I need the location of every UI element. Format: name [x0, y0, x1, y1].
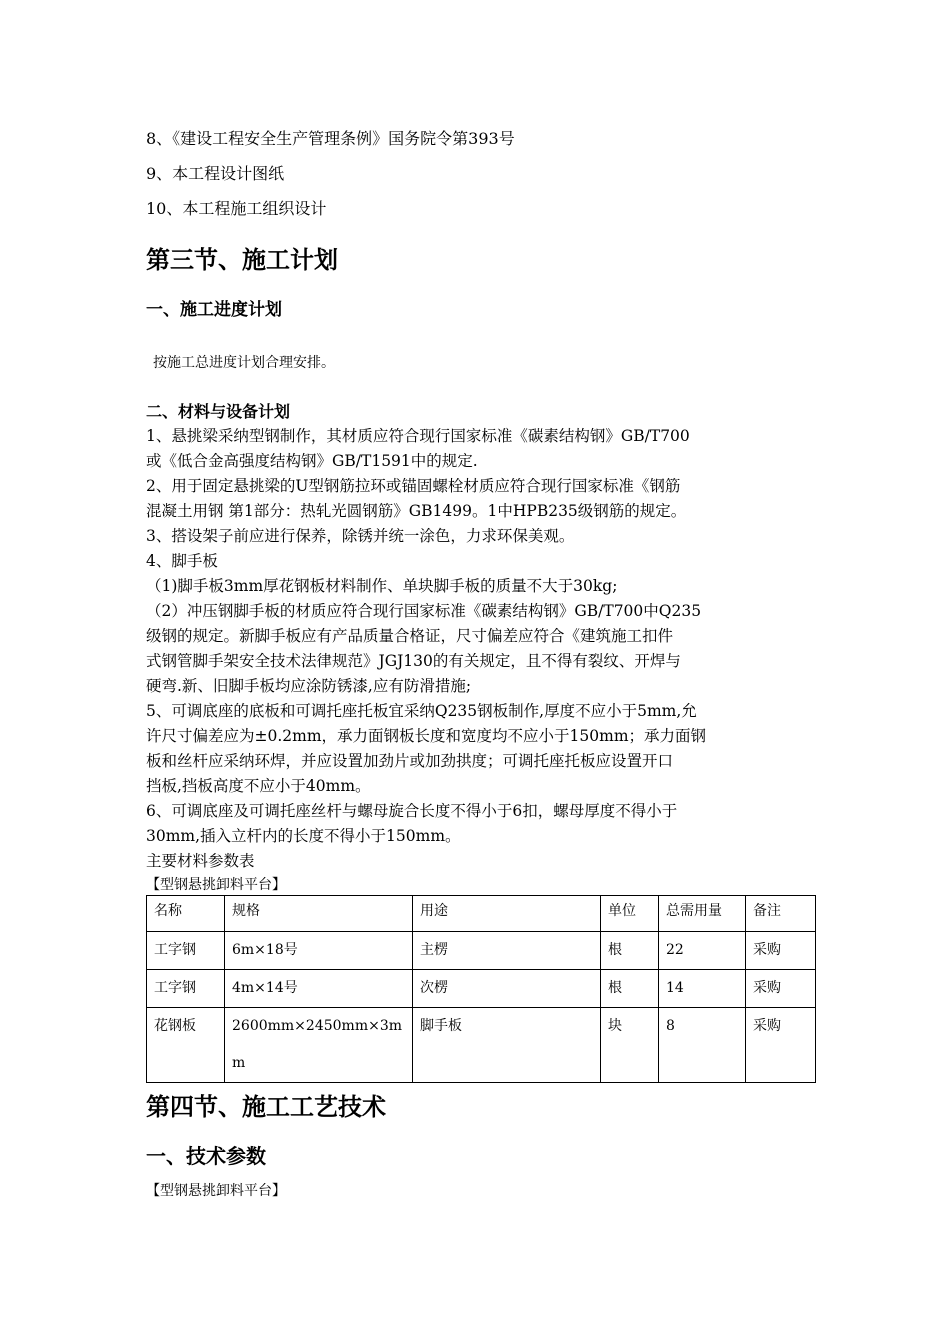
table-cell: 工字钢: [147, 932, 225, 970]
paragraph-line: 级钢的规定。新脚手板应有产品质量合格证，尺寸偏差应符合《建筑施工扣件: [146, 627, 674, 645]
table-cell: 8: [659, 1008, 746, 1083]
paragraph-line: 30mm,插入立杆内的长度不得小于150mm。: [146, 827, 461, 845]
paragraph-line: 挡板,挡板高度不应小于40mm。: [146, 777, 371, 795]
table-cell: 次楞: [413, 970, 601, 1008]
table-cell: 采购: [746, 970, 816, 1008]
table-caption: 【型钢悬挑卸料平台】: [146, 877, 286, 893]
paragraph-line: 式钢管脚手架安全技术法律规范》JGJ130的有关规定，且不得有裂纹、开焊与: [146, 652, 681, 670]
table-header-cell: 备注: [746, 896, 816, 932]
section-title: 第三节、施工计划: [146, 246, 338, 274]
table-cell: 22: [659, 932, 746, 970]
paragraph-line: （2）冲压钢脚手板的材质应符合现行国家标准《碳素结构钢》GB/T700中Q235: [146, 602, 702, 620]
table-cell: 花钢板: [147, 1008, 225, 1083]
table-row: [147, 970, 816, 1008]
table-header-cell: 名称: [147, 896, 225, 932]
table-cell: 4m×14号: [225, 970, 413, 1008]
table-cell: 14: [659, 970, 746, 1008]
paragraph-line: 6、可调底座及可调托座丝杆与螺母旋合长度不得小于6扣，螺母厚度不得小于: [146, 802, 678, 820]
paragraph-line: 主要材料参数表: [146, 852, 255, 870]
table-cell: 工字钢: [147, 970, 225, 1008]
table-cell: 根: [601, 970, 659, 1008]
paragraph-line: 混凝土用钢 第1部分：热轧光圆钢筋》GB1499。1中HPB235级钢筋的规定。: [146, 502, 687, 520]
table-header-cell: 用途: [413, 896, 601, 932]
table-cell: 块: [601, 1008, 659, 1083]
paragraph-line: 板和丝杆应采纳环焊，并应设置加劲片或加劲拱度；可调托座托板应设置开口: [146, 752, 674, 770]
materials-table: [146, 895, 816, 1083]
table-header-cell: 总需用量: [659, 896, 746, 932]
table-cell: 采购: [746, 1008, 816, 1083]
table-cell: 脚手板: [413, 1008, 601, 1083]
table-cell: 采购: [746, 932, 816, 970]
paragraph-line: 4、脚手板: [146, 552, 218, 570]
section-title: 第四节、施工工艺技术: [146, 1093, 386, 1121]
reference-item: 10、本工程施工组织设计: [146, 199, 327, 218]
reference-item: 8、《建设工程安全生产管理条例》国务院令第393号: [146, 129, 515, 148]
table-header-row: [147, 896, 816, 932]
table-caption: 【型钢悬挑卸料平台】: [146, 1183, 286, 1199]
table-cell: 6m×18号: [225, 932, 413, 970]
table-cell: 2600mm×2450mm×3mm: [225, 1008, 413, 1083]
paragraph-line: 5、可调底座的底板和可调托座托板宜采纳Q235钢板制作,厚度不应小于5mm,允: [146, 702, 697, 720]
subsection-title: 一、施工进度计划: [146, 300, 282, 320]
reference-item: 9、本工程设计图纸: [146, 164, 285, 183]
table-cell: 主楞: [413, 932, 601, 970]
paragraph: 按施工总进度计划合理安排。: [153, 355, 335, 371]
paragraph-line: 或《低合金高强度结构钢》GB/T1591中的规定.: [146, 452, 478, 470]
paragraph-line: 2、用于固定悬挑梁的U型钢筋拉环或锚固螺栓材质应符合现行国家标准《钢筋: [146, 477, 681, 495]
table-row: [147, 932, 816, 970]
table-header-cell: 单位: [601, 896, 659, 932]
table-header-cell: 规格: [225, 896, 413, 932]
paragraph-line: 许尺寸偏差应为±0.2mm，承力面钢板长度和宽度均不应小于150mm；承力面钢: [146, 727, 707, 745]
paragraph-line: （1)脚手板3mm厚花钢板材料制作、单块脚手板的质量不大于30kg;: [146, 577, 618, 595]
table-row: [147, 1008, 816, 1083]
paragraph-line: 3、搭设架子前应进行保养，除锈并统一涂色，力求环保美观。: [146, 527, 575, 545]
paragraph-line: 硬弯.新、旧脚手板均应涂防锈漆,应有防滑措施;: [146, 677, 472, 695]
subsection-title: 一、技术参数: [146, 1144, 266, 1168]
table-cell: 根: [601, 932, 659, 970]
paragraph-line: 1、悬挑梁采纳型钢制作，其材质应符合现行国家标准《碳素结构钢》GB/T700: [146, 427, 690, 445]
subsection-title: 二、材料与设备计划: [146, 402, 291, 421]
